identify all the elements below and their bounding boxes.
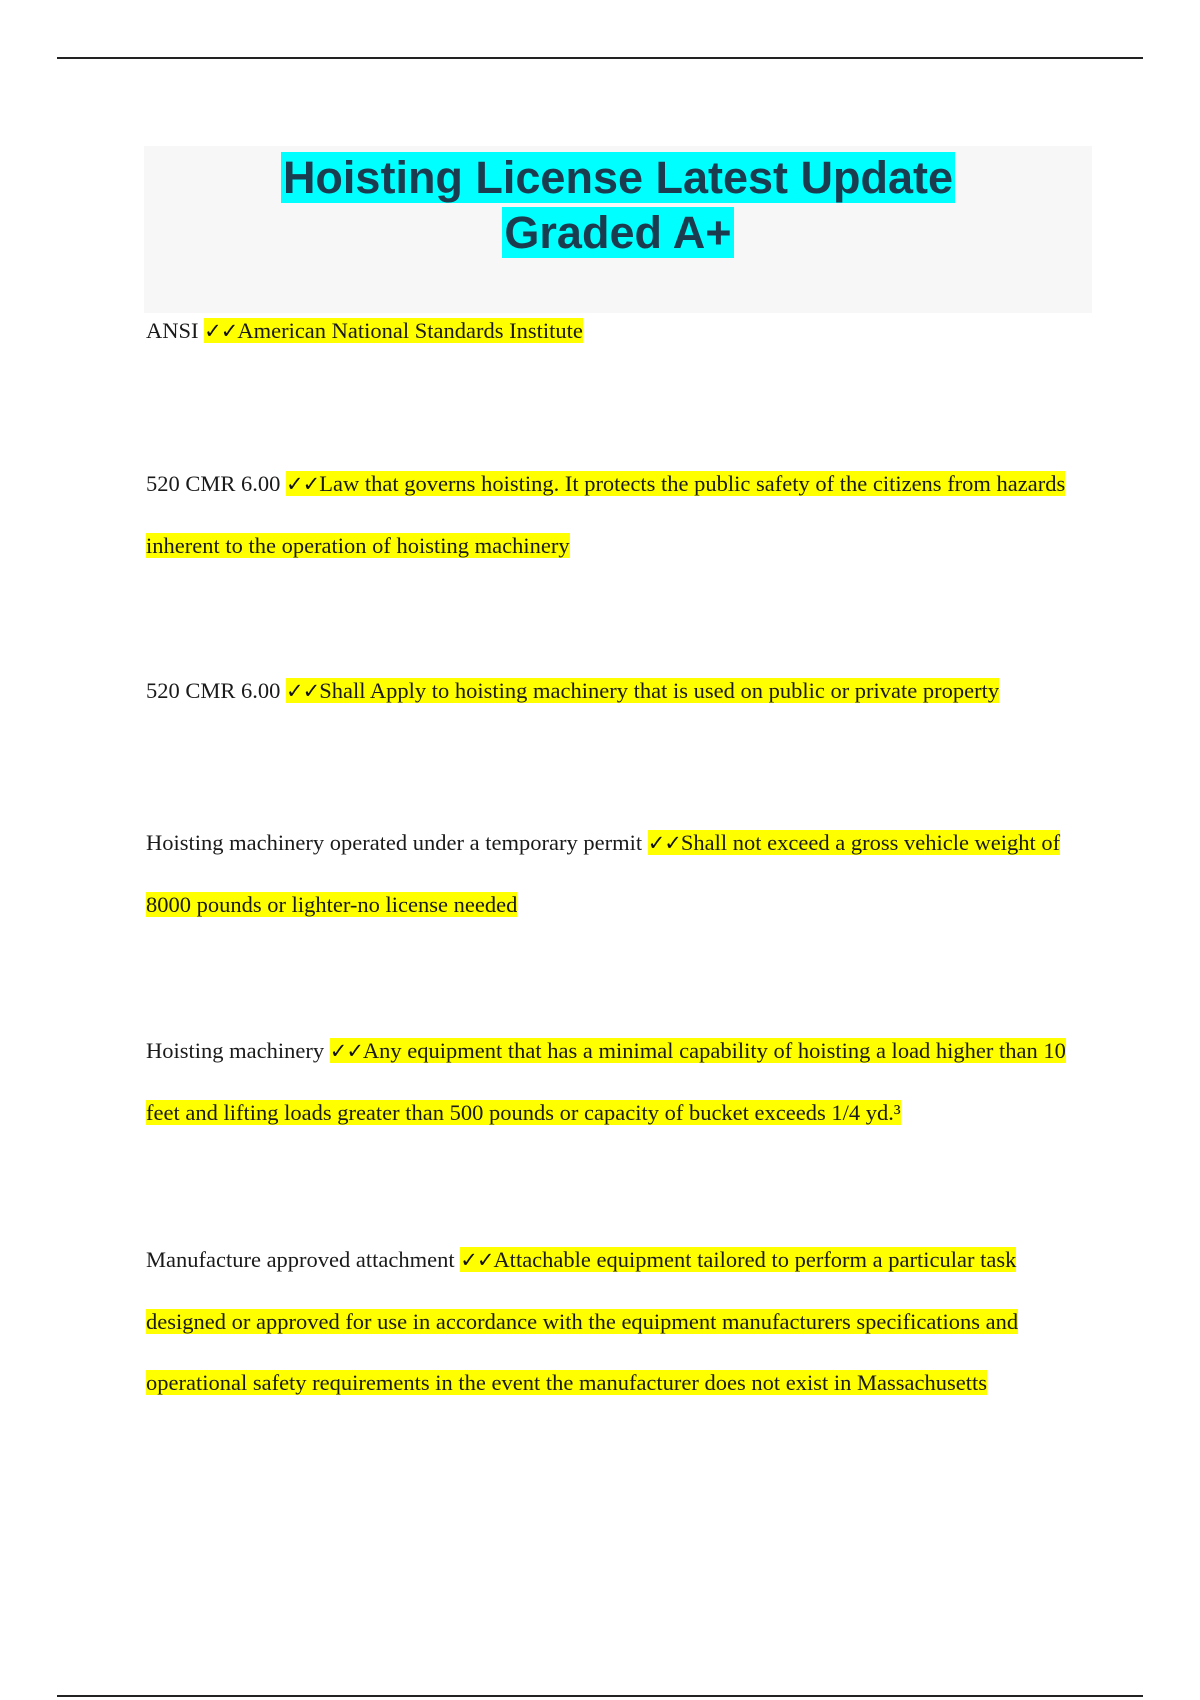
- entry-definition-text: American National Standards Institute: [237, 318, 583, 343]
- double-check-icon: ✓✓: [647, 831, 681, 855]
- double-check-icon: ✓✓: [286, 472, 320, 496]
- flashcard-entry: [146, 812, 1096, 935]
- entry-term: ANSI: [146, 318, 199, 343]
- title-line-2: Graded A+: [504, 207, 732, 258]
- entry-definition-text: Law that governs hoisting. It protects the public safety of the citizens from hazards inherent to the operation of hoisting machinery: [146, 471, 1066, 558]
- flashcard-entry: [146, 1229, 1096, 1413]
- flashcard-entry: [146, 453, 1096, 576]
- double-check-icon: ✓✓: [329, 1039, 363, 1063]
- title-block: [144, 146, 1092, 313]
- entry-term: 520 CMR 6.00: [146, 471, 281, 496]
- entry-definition: [146, 471, 1065, 558]
- double-check-icon: ✓✓: [286, 679, 320, 703]
- entry-term: Manufacture approved attachment: [146, 1247, 455, 1272]
- entry-definition-text: Shall not exceed a gross vehicle weight of 8000 pounds or lighter-no license needed: [146, 830, 1061, 917]
- flashcard-entry: [146, 660, 1096, 722]
- title-line-1: Hoisting License Latest Update: [282, 152, 954, 203]
- entry-definition-text: Any equipment that has a minimal capability of hoisting a load higher than 10 feet and lifting loads greater than 500 pounds or capacity of bucket exceeds 1/4 yd.³: [146, 1038, 1066, 1125]
- entry-definition-text: Attachable equipment tailored to perform a particular task designed or approved for use in accordance with the equipment manufacturers specifications and operational safety requirements in the event the manufacturer does not exist in Massachusetts: [146, 1247, 1019, 1395]
- flashcard-entry: [146, 1020, 1096, 1143]
- entry-term: 520 CMR 6.00: [146, 678, 281, 703]
- entry-definition: [286, 678, 999, 703]
- entry-definition-text: Shall Apply to hoisting machinery that is used on public or private property: [319, 678, 1000, 703]
- entry-definition: [204, 318, 583, 343]
- double-check-icon: ✓✓: [204, 319, 238, 343]
- document-title: [144, 146, 1092, 260]
- double-check-icon: ✓✓: [460, 1248, 494, 1272]
- bottom-rule: [57, 1695, 1143, 1697]
- entry-term: Hoisting machinery operated under a temporary permit: [146, 830, 643, 855]
- top-rule: [57, 57, 1143, 59]
- entry-term: Hoisting machinery: [146, 1038, 325, 1063]
- flashcard-entry: [146, 300, 1096, 362]
